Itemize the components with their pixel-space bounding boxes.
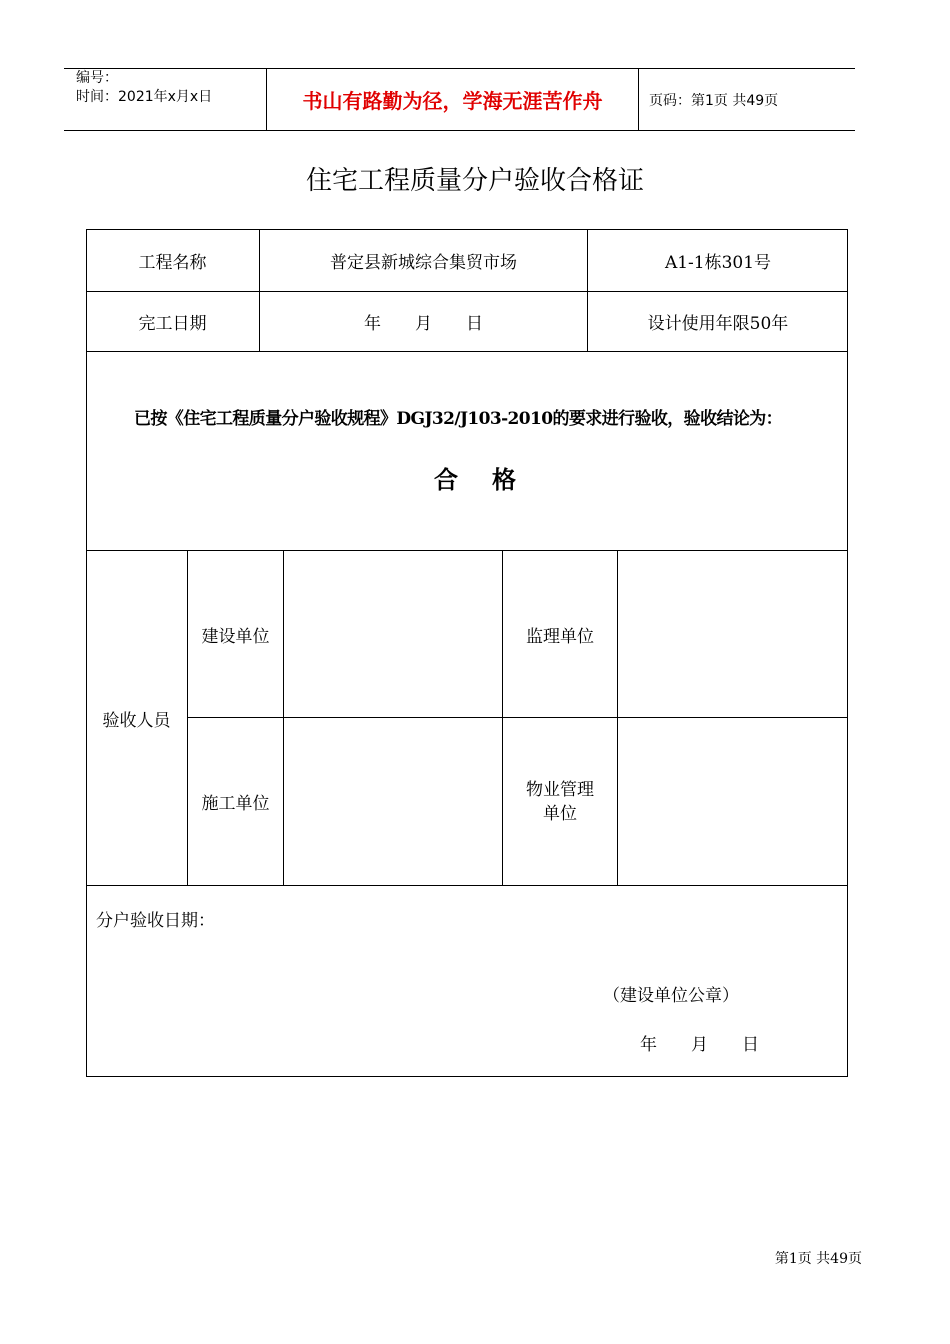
header-motto: 书山有路勤为径，学海无涯苦作舟: [267, 69, 639, 130]
footer-page-info: 第1页 共49页: [774, 1251, 862, 1267]
seal-date: 年 月 日: [640, 1035, 759, 1055]
property-unit-label-line1: 物业管理: [526, 779, 594, 800]
property-unit-label-line2: 单位: [543, 803, 577, 824]
header-meta: [64, 69, 267, 130]
construction-unit-signature[interactable]: [284, 551, 502, 717]
document-header: [64, 68, 855, 131]
number-label: 编号：: [76, 70, 118, 86]
construction-unit-label: 建设单位: [201, 626, 270, 647]
design-life: 设计使用年限50年: [647, 314, 789, 334]
inspection-date-label: 分户验收日期：: [96, 911, 215, 931]
table-divider: [86, 351, 848, 352]
project-name-value: 普定县新城综合集贸市场: [330, 252, 517, 273]
supervision-unit-label: 监理单位: [526, 626, 594, 647]
time-label: 时间：2021年x月x日: [76, 89, 213, 105]
property-unit-label: [503, 718, 617, 885]
page-title: 住宅工程质量分户验收合格证: [305, 166, 644, 196]
builder-unit-signature[interactable]: [284, 718, 502, 885]
unit-number: A1-1栋301号: [664, 252, 772, 273]
builder-unit-label: 施工单位: [201, 794, 270, 814]
supervision-unit-signature[interactable]: [618, 551, 848, 717]
header-page-info: 页码：第1页 共49页: [649, 92, 779, 109]
table-divider: [86, 885, 848, 886]
declaration-text: 已按《住宅工程质量分户验收规程》DGJ32/J103-2010的要求进行验收，验收结论为：: [134, 409, 783, 429]
inspection-result: 合格: [434, 465, 550, 494]
seal-label: （建设单位公章）: [603, 986, 739, 1006]
inspectors-label: 验收人员: [102, 710, 171, 731]
completion-date-label: 完工日期: [138, 314, 207, 334]
property-unit-signature[interactable]: [618, 718, 848, 885]
completion-date-value: 年 月 日: [364, 314, 483, 334]
project-name-label: 工程名称: [138, 252, 207, 273]
